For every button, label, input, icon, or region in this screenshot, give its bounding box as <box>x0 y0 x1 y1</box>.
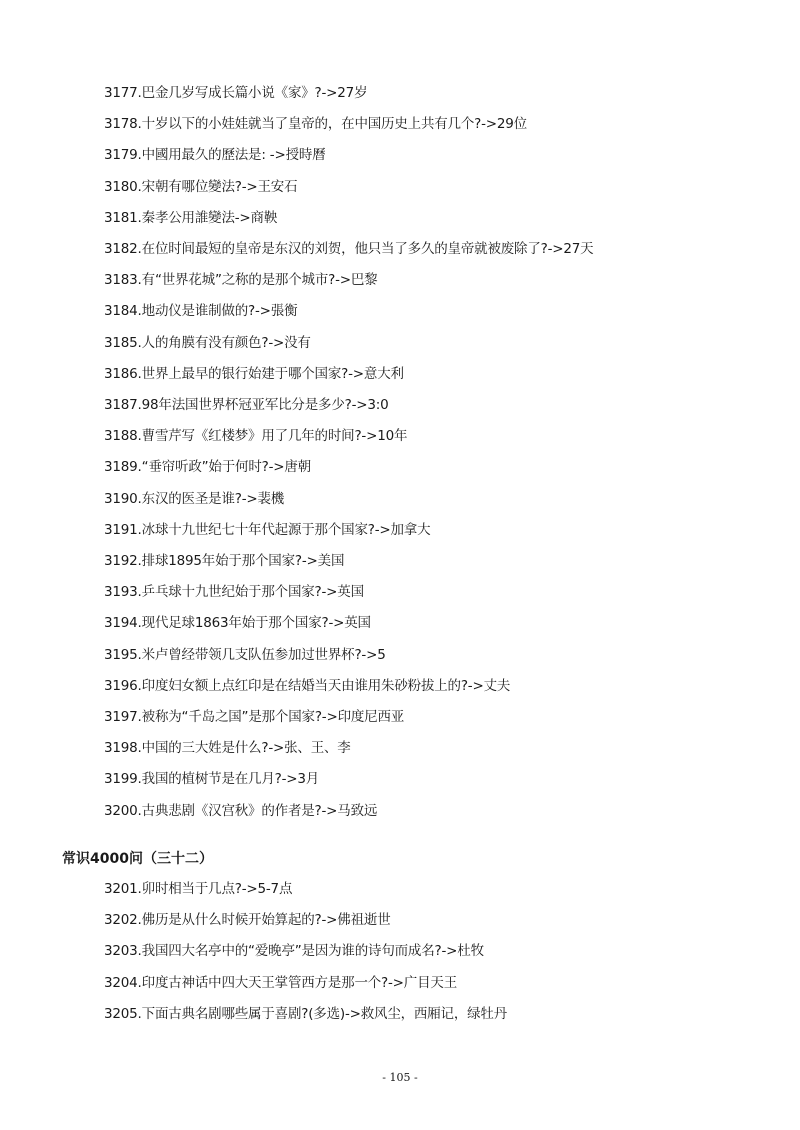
question-item: 3202.佛历是从什么时候开始算起的?->佛祖逝世 <box>104 912 391 929</box>
question-item: 3198.中国的三大姓是什么?->张、王、李 <box>104 740 351 757</box>
question-item: 3178.十岁以下的小娃娃就当了皇帝的，在中国历史上共有几个?->29位 <box>104 116 527 133</box>
question-item: 3192.排球1895年始于那个国家?->美国 <box>104 553 345 569</box>
question-item: 3177.巴金几岁写成长篇小说《家》?->27岁 <box>104 85 368 101</box>
question-item: 3199.我国的植树节是在几月?->3月 <box>104 771 320 788</box>
section-heading: 常识4000问（三十二） <box>62 851 213 867</box>
question-item: 3193.乒乓球十九世纪始于那个国家?->英国 <box>104 584 364 601</box>
question-item: 3185.人的角膜有没有颜色?->没有 <box>104 334 311 351</box>
question-item: 3204.印度古神话中四大天王掌管西方是那一个?->广目天王 <box>104 974 457 991</box>
question-item: 3205.下面古典名剧哪些属于喜剧?(多选)->救风尘，西厢记，绿牡丹 <box>104 1005 508 1022</box>
page-number: - 105 - <box>382 1071 418 1084</box>
question-item: 3181.秦孝公用誰變法->商鞅 <box>104 209 278 226</box>
question-item: 3180.宋朝有哪位變法?->王安石 <box>104 178 298 195</box>
question-item: 3179.中國用最久的歷法是: ->授時曆 <box>104 147 326 164</box>
question-item: 3191.冰球十九世纪七十年代起源于那个国家?->加拿大 <box>104 521 431 538</box>
question-item: 3201.卯时相当于几点?->5-7点 <box>104 881 293 897</box>
question-item: 3197.被称为“千岛之国”是那个国家?->印度尼西亚 <box>104 709 405 725</box>
question-item: 3182.在位时间最短的皇帝是东汉的刘贺，他只当了多久的皇帝就被废除了?->27天 <box>104 241 594 257</box>
question-item: 3187.98年法国世界杯冠亚军比分是多少?->3:0 <box>104 397 389 413</box>
question-item: 3183.有“世界花城”之称的是那个城市?->巴黎 <box>104 272 378 289</box>
question-item: 3184.地动仪是谁制做的?->張衡 <box>104 303 298 320</box>
question-item: 3189.“垂帘听政”始于何时?->唐朝 <box>104 459 311 476</box>
question-item: 3188.曹雪芹写《红楼梦》用了几年的时间?->10年 <box>104 428 408 445</box>
question-item: 3203.我国四大名亭中的“爱晚亭”是因为谁的诗句而成名?->杜牧 <box>104 943 484 960</box>
question-item: 3186.世界上最早的银行始建于哪个国家?->意大利 <box>104 365 404 382</box>
question-item: 3196.印度妇女额上点红印是在结婚当天由谁用朱砂粉拔上的?->丈夫 <box>104 677 511 694</box>
question-item: 3190.东汉的医圣是谁?->裴機 <box>104 490 285 507</box>
question-item: 3194.现代足球1863年始于那个国家?->英国 <box>104 615 371 632</box>
question-item: 3200.古典悲剧《汉宫秋》的作者是?->马致远 <box>104 802 378 819</box>
question-item: 3195.米卢曾经带领几支队伍参加过世界杯?->5 <box>104 646 386 663</box>
